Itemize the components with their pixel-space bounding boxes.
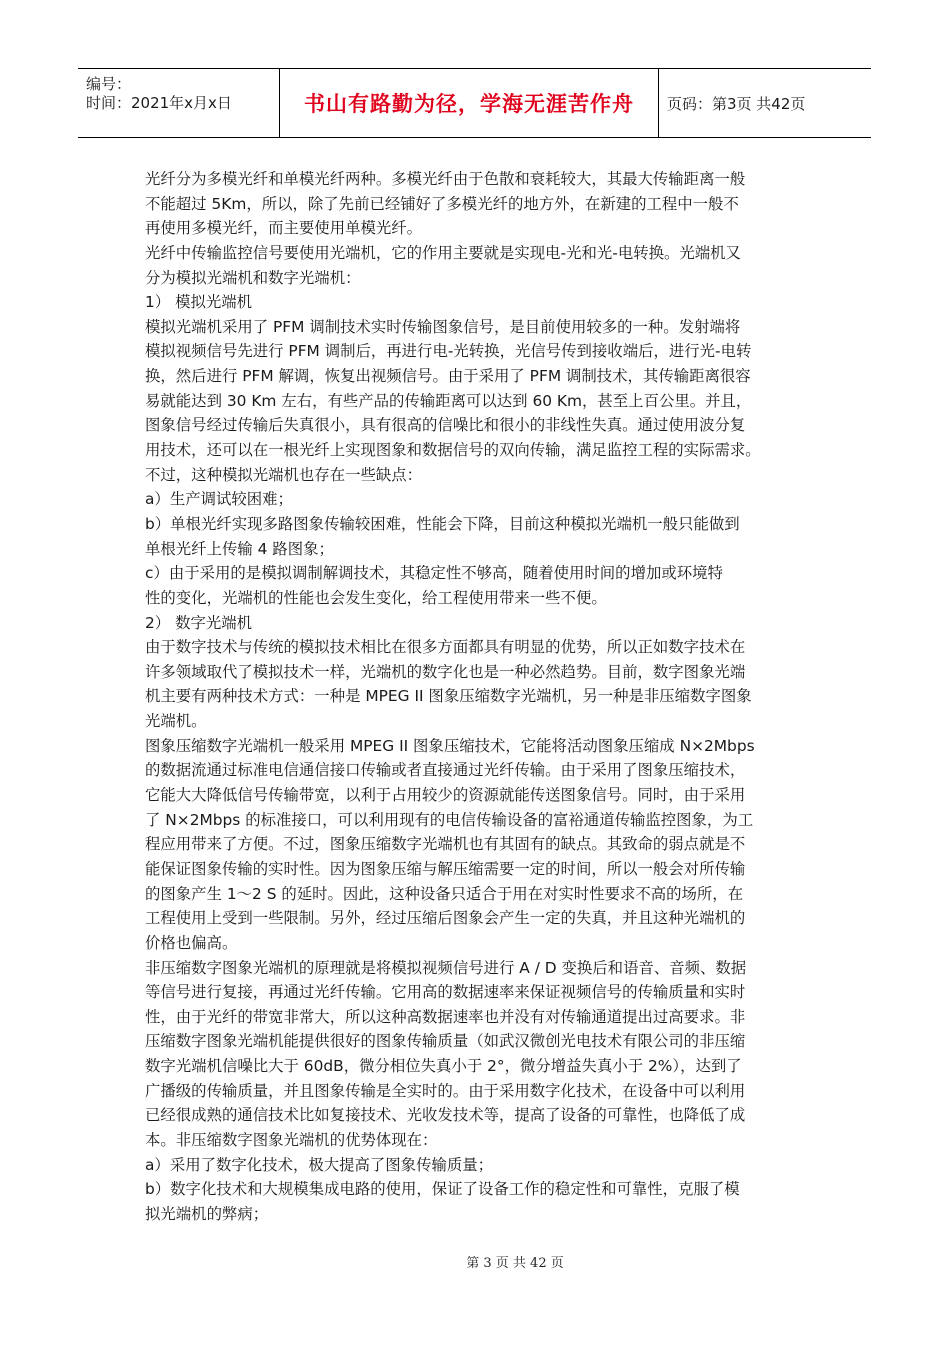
document-date-label: 时间：2021年x月x日 (86, 94, 232, 112)
body-text-line: 光纤分为多模光纤和单模光纤两种。多模光纤由于色散和衰耗较大，其最大传输距离一般 (145, 170, 746, 188)
body-text-line: 拟光端机的弊病； (145, 1204, 269, 1223)
body-text-line: 模拟光端机采用了 PFM 调制技术实时传输图象信号，是目前使用较多的一种。发射端将 (145, 317, 741, 336)
body-text-line: 2） 数字光端机 (145, 613, 253, 632)
body-text-line: 换，然后进行 PFM 解调，恢复出视频信号。由于采用了 PFM 调制技术，其传输距离很容 (145, 367, 751, 386)
body-text-line: 等信号进行复接，再通过光纤传输。它用高的数据速率来保证视频信号的传输质量和实时 (145, 983, 746, 1002)
body-text-line: 本。非压缩数字图象光端机的优势体现在： (145, 1130, 438, 1149)
body-text-line: 性的变化，光端机的性能也会发生变化，给工程使用带来一些不便。 (145, 588, 607, 607)
page-footer (0, 1252, 950, 1271)
body-text-line: 1） 模拟光端机 (145, 293, 253, 312)
page-header (78, 68, 871, 138)
body-text-line: c）由于采用的是模拟调制解调技术，其稳定性不够高，随着使用时间的增加或环境特 (145, 564, 723, 583)
body-text-line: 光端机。 (145, 712, 207, 731)
body-text-line: b）数字化技术和大规模集成电路的使用，保证了设备工作的稳定性和可靠性，克服了模 (145, 1180, 740, 1199)
footer-page-number: 第 3 页 共 42 页 (466, 1256, 564, 1271)
body-text-line: 分为模拟光端机和数字光端机： (145, 268, 361, 287)
document-code-label: 编号： (86, 75, 132, 93)
body-text-line: 的图象产生 1～2 S 的延时。因此，这种设备只适合于用在对实时性要求不高的场所，在 (145, 884, 744, 903)
body-text-line: a）采用了数字化技术，极大提高了图象传输质量； (145, 1155, 494, 1174)
header-motto: 书山有路勤为径，学海无涯苦作舟 (304, 91, 634, 116)
body-text-line: 了 N×2Mbps 的标准接口，可以利用现有的电信传输设备的富裕通道传输监控图象，为工 (145, 810, 754, 829)
body-text-line: 价格也偏高。 (145, 933, 238, 952)
body-text-line: 数字光端机信噪比大于 60dB，微分相位失真小于 2°，微分增益失真小于 2%），达到了 (145, 1057, 742, 1076)
header-motto-cell (280, 69, 659, 137)
body-text-line: 压缩数字图象光端机能提供很好的图象传输质量（如武汉微创光电技术有限公司的非压缩 (145, 1032, 746, 1051)
body-text-line: 单根光纤上传输 4 路图象； (145, 539, 334, 558)
body-text-line: 的数据流通过标准电信通信接口传输或者直接通过光纤传输。由于采用了图象压缩技术， (145, 761, 746, 780)
body-text-line: 工程使用上受到一些限制。另外，经过压缩后图象会产生一定的失真，并且这种光端机的 (145, 909, 746, 928)
body-text-line: 不能超过 5Km，所以，除了先前已经铺好了多模光纤的地方外，在新建的工程中一般不 (145, 194, 739, 213)
header-page-info: 页码：第3页 共42页 (667, 94, 806, 113)
body-text-line: 图象信号经过传输后失真很小，具有很高的信噪比和很小的非线性失真。通过使用波分复 (145, 416, 746, 435)
body-text-line: b）单根光纤实现多路图象传输较困难，性能会下降，目前这种模拟光端机一般只能做到 (145, 514, 740, 533)
body-text-line: 性，由于光纤的带宽非常大，所以这种高数据速率也并没有对传输通道提出过高要求。非 (145, 1007, 746, 1026)
body-text-line: 已经很成熟的通信技术比如复接技术、光收发技术等，提高了设备的可靠性，也降低了成 (145, 1106, 746, 1125)
body-text-line: 用技术，还可以在一根光纤上实现图象和数据信号的双向传输，满足监控工程的实际需求。 (145, 441, 761, 460)
body-text-line: 广播级的传输质量，并且图象传输是全实时的。由于采用数字化技术，在设备中可以利用 (145, 1081, 746, 1100)
body-text-line: 由于数字技术与传统的模拟技术相比在很多方面都具有明显的优势，所以正如数字技术在 (145, 638, 746, 657)
body-text-line: 许多领域取代了模拟技术一样，光端机的数字化也是一种必然趋势。目前，数字图象光端 (145, 662, 746, 681)
body-text-line: 机主要有两种技术方式：一种是 MPEG II 图象压缩数字光端机，另一种是非压缩数字图象 (145, 687, 752, 706)
body-text-line: a）生产调试较困难； (145, 490, 293, 509)
body-text-line: 非压缩数字图象光端机的原理就是将模拟视频信号进行 A / D 变换后和语音、音频、数据 (145, 958, 747, 977)
body-text-line: 程应用带来了方便。不过，图象压缩数字光端机也有其固有的缺点。其致命的弱点就是不 (145, 835, 746, 854)
header-page-cell (659, 69, 871, 137)
header-meta-cell (78, 69, 280, 137)
body-text-line: 能保证图象传输的实时性。因为图象压缩与解压缩需要一定的时间，所以一般会对所传输 (145, 859, 746, 878)
body-text-line: 它能大大降低信号传输带宽，以利于占用较少的资源就能传送图象信号。同时，由于采用 (145, 786, 746, 805)
body-text-line: 模拟视频信号先进行 PFM 调制后，再进行电-光转换，光信号传到接收端后，进行光-电转 (145, 342, 752, 361)
body-text-line: 再使用多模光纤，而主要使用单模光纤。 (145, 219, 423, 238)
body-text-line: 光纤中传输监控信号要使用光端机，它的作用主要就是实现电-光和光-电转换。光端机又 (145, 243, 741, 262)
document-body (145, 167, 810, 1227)
body-text-line: 图象压缩数字光端机一般采用 MPEG II 图象压缩技术，它能将活动图象压缩成 N×2Mbps (145, 736, 755, 755)
body-text-line: 易就能达到 30 Km 左右，有些产品的传输距离可以达到 60 Km，甚至上百公里。并且， (145, 391, 752, 410)
body-text-line: 不过，这种模拟光端机也存在一些缺点： (145, 465, 423, 484)
